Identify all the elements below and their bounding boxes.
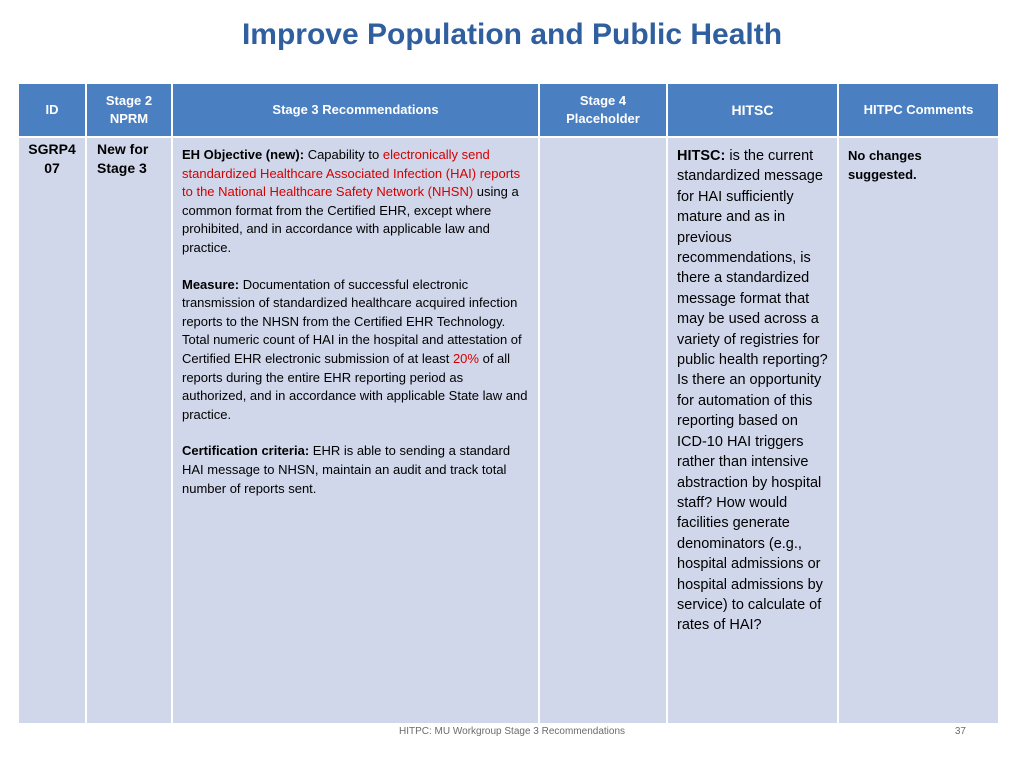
header-stage4-line1: Stage 4 [579, 93, 627, 108]
page-number: 37 [954, 726, 966, 737]
cell-stage4-placeholder [539, 137, 667, 724]
table-header-row [18, 83, 999, 137]
eh-objective-label: EH Objective (new): [182, 147, 305, 162]
cell-stage3-recommendations [172, 137, 539, 724]
cell-id [18, 137, 86, 724]
eh-objective [182, 146, 528, 258]
eh-objective-highlight: electronically send standardized Healthcare Associated Infection (HAI) reports to the National Healthcare Safety Network (NHSN) [182, 147, 521, 200]
eh-objective-text1: Capability to [304, 147, 383, 162]
header-stage3-recommendations: Stage 3 Recommendations [172, 83, 539, 137]
hitsc-text: is the current standardized message for HAI sufficiently mature and as in previous recommendations, is there a standardized message format that may be used across a variety of registries for public health reporting? Is there an opportunity for automation of this reporting based on ICD-10 HAI triggers rather than intensive abstraction by hospital staff? How would facilities generate denominators (e.g., hospital admissions or hospital admissions by service) to calculate of rates of HAI? [677, 148, 828, 634]
cell-stage2-nprm [86, 137, 172, 724]
header-hitsc: HITSC [667, 83, 838, 137]
footer-text: HITPC: MU Workgroup Stage 3 Recommendations [398, 726, 625, 737]
header-stage2-line2: NPRM [109, 111, 149, 126]
header-stage4-line2: Placeholder [566, 111, 640, 126]
header-stage2-nprm [86, 83, 172, 137]
certification-criteria [182, 442, 528, 498]
header-stage4-placeholder [539, 83, 667, 137]
measure [182, 276, 528, 425]
stage2-line2: Stage 3 [97, 160, 147, 176]
header-hitpc-comments: HITPC Comments [838, 83, 999, 137]
measure-text1: Documentation of successful electronic transmission of standardized healthcare acquired infection reports to the NHSN from the Certified EHR Technology. Total numeric count of HAI in the hospital and attestation of Certified EHR electronic submission of at least [182, 276, 522, 366]
header-stage2-line1: Stage 2 [105, 93, 153, 108]
id-line2: 07 [44, 160, 60, 176]
id-line1: SGRP4 [28, 141, 76, 157]
certification-label: Certification criteria: [182, 443, 310, 459]
stage2-line1: New for [97, 141, 149, 157]
hitsc-label: HITSC: [677, 148, 726, 164]
slide-title: Improve Population and Public Health [241, 18, 783, 51]
header-id: ID [18, 83, 86, 137]
recommendations-table [17, 82, 1000, 725]
measure-text2: of all reports during the entire EHR reporting period as authorized, and in accordance with applicable State law and practice. [182, 350, 528, 422]
measure-label: Measure: [182, 276, 240, 292]
cell-hitpc-comments: No changes suggested. [838, 137, 999, 724]
measure-highlight: 20% [452, 350, 479, 366]
table-row [18, 137, 999, 724]
certification-text: EHR is able to sending a standard HAI message to NHSN, maintain an audit and track total number of reports sent. [182, 443, 511, 496]
eh-objective-text2: using a common format from the Certified EHR, except where prohibited, and in accordance with applicable law and practice. [182, 184, 519, 255]
cell-hitsc [667, 137, 838, 724]
